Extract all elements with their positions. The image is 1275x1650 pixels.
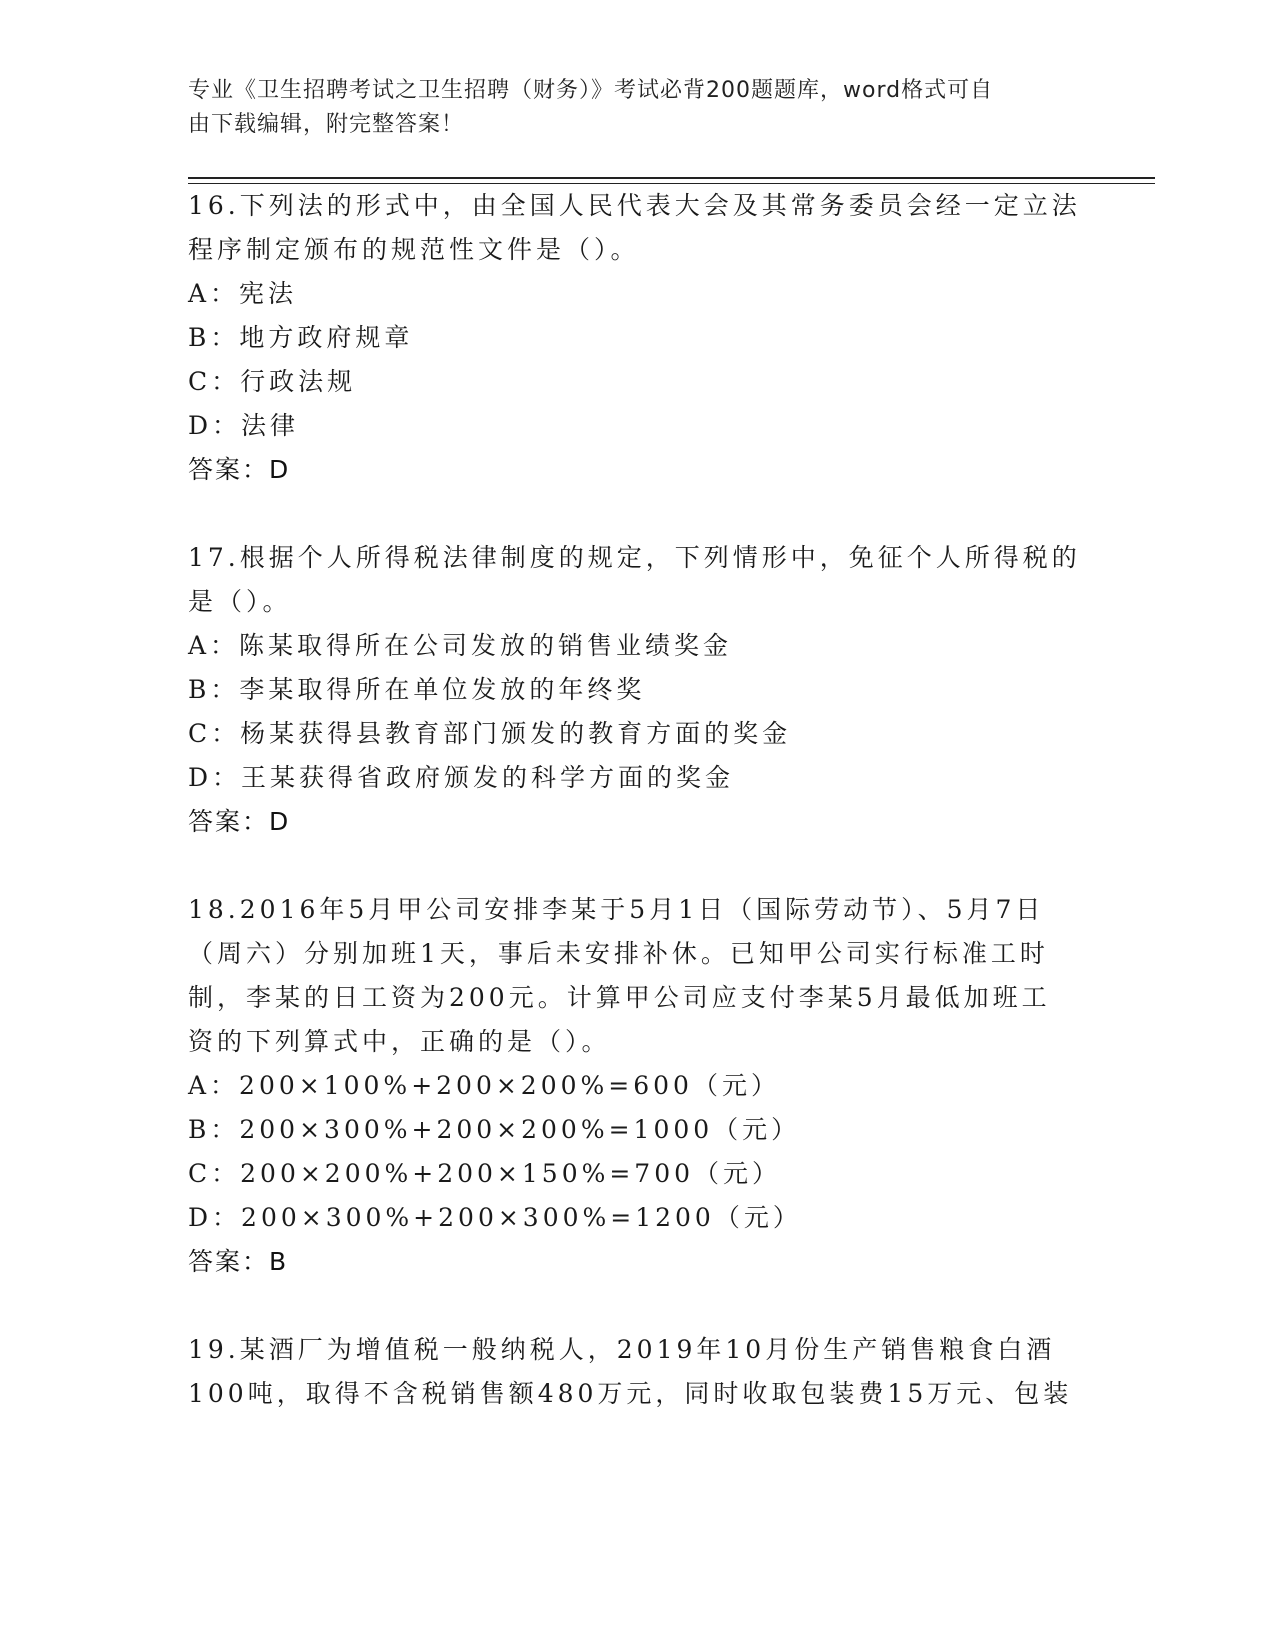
document-header xyxy=(188,74,1068,142)
q16-stem-line-2: 程序制定颁布的规范性文件是（）。 xyxy=(188,235,640,264)
q16-stem-line-1: 16.下列法的形式中，由全国人民代表大会及其常务委员会经一定立法 xyxy=(188,191,1081,220)
q16-option-d: D：法律 xyxy=(188,411,300,440)
q18-option-b: B：200×300%+200×200%=1000（元） xyxy=(188,1115,801,1144)
header-rule-thin xyxy=(188,183,1155,184)
q19-stem-line-1: 19.某酒厂为增值税一般纳税人，2019年10月份生产销售粮食白酒 xyxy=(188,1335,1056,1364)
q17-option-d: D：王某获得省政府颁发的科学方面的奖金 xyxy=(188,763,735,792)
q18-stem-line-1: 18.2016年5月甲公司安排李某于5月1日（国际劳动节）、5月7日 xyxy=(188,895,1045,924)
q18-option-c: C：200×200%+200×150%=700（元） xyxy=(188,1159,782,1188)
q17-option-b: B：李某取得所在单位发放的年终奖 xyxy=(188,675,646,704)
q19-stem-line-2: 100吨，取得不含税销售额480万元，同时收取包装费15万元、包装 xyxy=(188,1379,1073,1408)
q17-stem-line-1: 17.根据个人所得税法律制度的规定，下列情形中，免征个人所得税的 xyxy=(188,543,1081,572)
q16-option-a: A：宪法 xyxy=(188,279,298,308)
q17-option-c: C：杨某获得县教育部门颁发的教育方面的奖金 xyxy=(188,719,792,748)
q16-option-c: C：行政法规 xyxy=(188,367,357,396)
q16-answer: 答案：D xyxy=(188,455,291,484)
q17-answer: 答案：D xyxy=(188,807,291,836)
header-line-2: 由下载编辑，附完整答案！ xyxy=(188,112,465,137)
q17-option-a: A：陈某取得所在公司发放的销售业绩奖金 xyxy=(188,631,733,660)
header-line-1: 专业《卫生招聘考试之卫生招聘（财务）》考试必背200题题库，word格式可自 xyxy=(188,78,994,103)
q18-answer: 答案：B xyxy=(188,1247,289,1276)
q16-option-b: B：地方政府规章 xyxy=(188,323,414,352)
q18-option-d: D：200×300%+200×300%=1200（元） xyxy=(188,1203,802,1232)
q18-stem-line-2: （周六）分别加班1天，事后未安排补休。已知甲公司实行标准工时 xyxy=(188,939,1049,968)
header-rule-thick xyxy=(188,177,1155,179)
q18-option-a: A：200×100%+200×200%=600（元） xyxy=(188,1071,780,1100)
q18-stem-line-4: 资的下列算式中，正确的是（）。 xyxy=(188,1027,611,1056)
q17-stem-line-2: 是（）。 xyxy=(188,587,292,616)
q18-stem-line-3: 制，李某的日工资为200元。计算甲公司应支付李某5月最低加班工 xyxy=(188,983,1051,1012)
